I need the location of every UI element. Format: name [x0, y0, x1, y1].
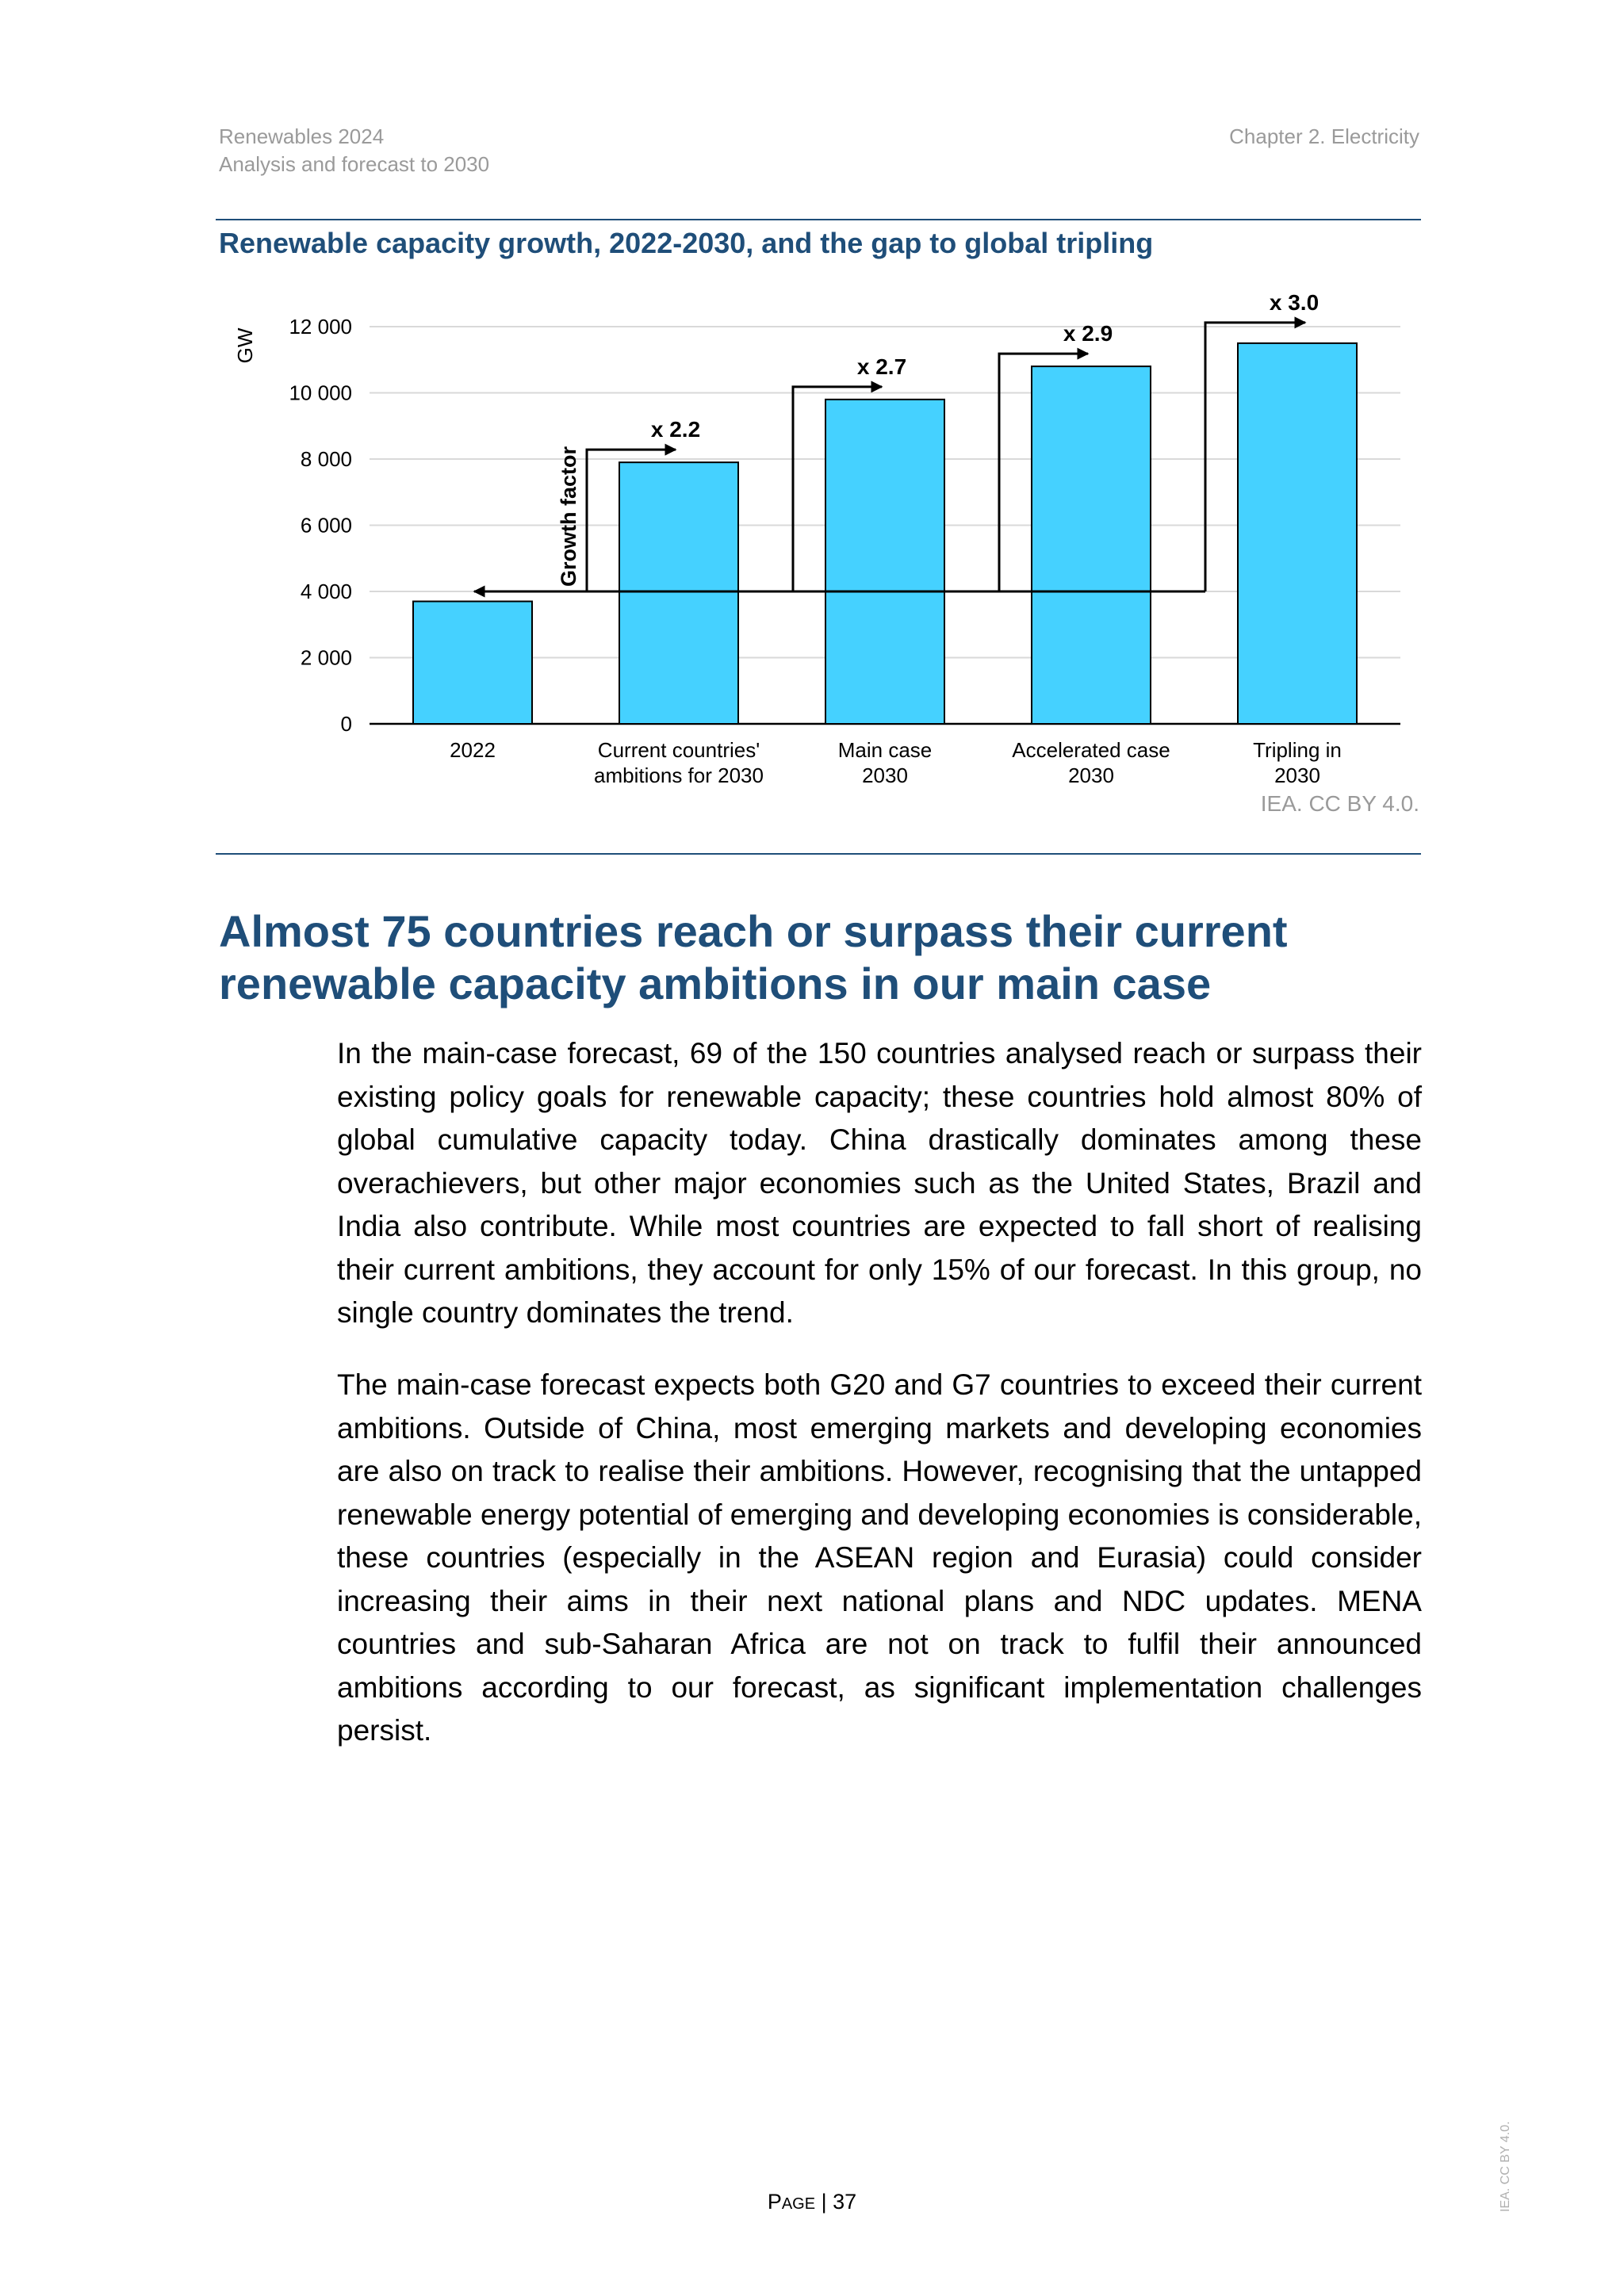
chart-labels [233, 290, 1342, 787]
report-subtitle: Analysis and forecast to 2030 [219, 152, 490, 176]
chapter-header: Chapter 2. Electricity [1229, 124, 1419, 148]
category-label: Current countries' [597, 738, 760, 762]
bar [413, 602, 532, 724]
y-tick-label: 8 000 [300, 447, 352, 471]
y-tick-label: 10 000 [289, 381, 352, 405]
category-label: Tripling in [1253, 738, 1342, 762]
growth-factor-label: x 3.0 [1269, 289, 1320, 315]
figure-title: Renewable capacity growth, 2022-2030, and the gap to global tripling [219, 227, 1154, 259]
bar [619, 462, 738, 724]
bar [825, 400, 944, 724]
page-label-initial: P [767, 2190, 782, 2214]
category-label: 2030 [862, 763, 908, 787]
body-paragraph-2: The main-case forecast expects both G20 and G7 countries to exceed their current ambitions. Outside of China, most emerging markets and developing economies are also on track to realise their ambitions. However, recognising that the untapped renewable energy potential of emerging and developing economies is considerable, these countries (especially in the ASEAN region and Eurasia) could consider increasing their aims in their next national plans and NDC updates. MENA countries and sub-Saharan Africa are not on track to fulfil their announced ambitions according to our forecast, as significant implementation challenges persist. [337, 1368, 1422, 1747]
y-axis-label: GW [233, 327, 257, 364]
running-header-left [219, 123, 489, 178]
report-title: Renewables 2024 [219, 124, 385, 148]
bar [1032, 366, 1151, 724]
figure-credit: IEA. CC BY 4.0. [1260, 791, 1419, 816]
growth-factor-label: x 2.9 [1063, 321, 1113, 346]
growth-factor-annotation: Growth factor [557, 446, 580, 587]
figure-bottom-rule [216, 853, 1421, 855]
page-number [0, 2190, 1624, 2214]
growth-factor-label: x 2.2 [650, 417, 701, 442]
y-tick-label: 12 000 [289, 315, 352, 339]
section-heading: Almost 75 countries reach or surpass their current renewable capacity ambitions in our main case [219, 906, 1288, 1008]
figure-top-rule [216, 219, 1421, 220]
body-paragraph-1: In the main-case forecast, 69 of the 150 countries analysed reach or surpass their existing policy goals for renewable capacity; these countries hold almost 80% of global cumulative capacity today. China drastically dominates among these overachievers, but other major economies such as the United States, Brazil and India also contribute. While most countries are expected to fall short of realising their current ambitions, they account for only 15% of our forecast. In this group, no single country dominates the trend. [337, 1037, 1422, 1329]
y-tick-label: 2 000 [300, 645, 352, 670]
capacity-bar-chart [219, 285, 1424, 793]
page-label-rest: AGE [781, 2195, 816, 2213]
category-label: Accelerated case [1012, 738, 1170, 762]
y-tick-label: 0 [340, 712, 352, 736]
category-label: 2022 [450, 738, 496, 762]
growth-factor-label: x 2.7 [856, 354, 907, 379]
side-watermark: IEA. CC BY 4.0. [1499, 2121, 1512, 2212]
page-separator: | [815, 2190, 833, 2214]
bar [1238, 343, 1357, 724]
page-number-value: 37 [833, 2190, 857, 2214]
y-tick-label: 6 000 [300, 513, 352, 538]
category-label: ambitions for 2030 [594, 763, 764, 787]
category-label: 2030 [1274, 763, 1320, 787]
chart-bars [413, 343, 1357, 724]
y-tick-label: 4 000 [300, 580, 352, 603]
category-label: Main case [837, 738, 933, 762]
category-label: 2030 [1068, 763, 1114, 787]
